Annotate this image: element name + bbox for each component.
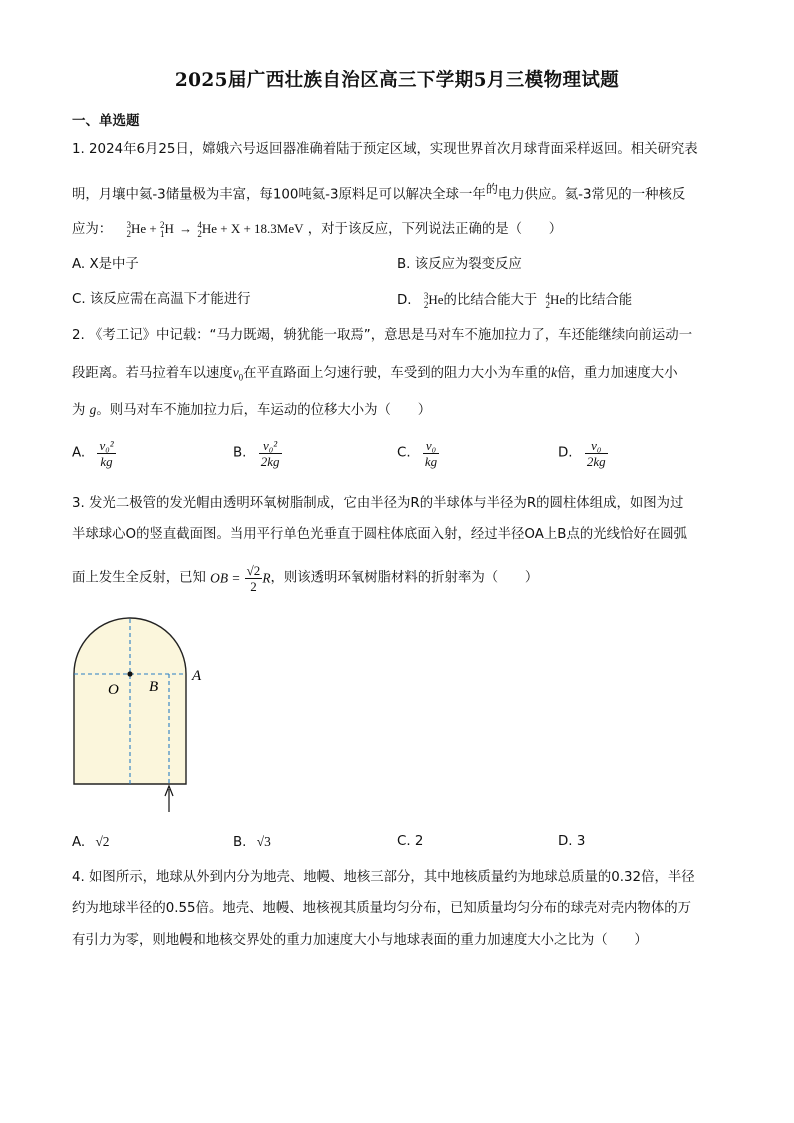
- q1-d-mid: 的比结合能大于: [443, 293, 538, 308]
- q2-line-3: [72, 401, 431, 420]
- q3-option-c[interactable]: C. 2: [397, 834, 424, 849]
- q1-option-c[interactable]: C. 该反应需在高温下才能进行: [72, 292, 251, 307]
- label-b: B: [149, 679, 159, 695]
- q2-line-2c: 倍，重力加速度大小: [557, 366, 678, 381]
- q3-ob-r: R: [262, 570, 271, 586]
- q4-line-3: 有引力为零，则地幔和地核交界处的重力加速度大小与地球表面的重力加速度大小之比为（ ）: [72, 933, 648, 948]
- q2-line-3b: 。则马对车不施加拉力后，车运动的位移大小为（ ）: [96, 403, 432, 418]
- q2-c-label: C.: [397, 445, 411, 461]
- q2-a-den: kg: [100, 454, 113, 469]
- label-o: O: [108, 682, 119, 698]
- q3-option-b[interactable]: [233, 833, 271, 852]
- q2-d-fraction: [585, 438, 608, 469]
- q2-b-den: 2kg: [260, 454, 280, 469]
- he3-symbol: 3 2He: [423, 291, 444, 311]
- q2-line-3a: 为: [72, 403, 86, 418]
- q3-line-3a: 面上发生全反射，已知: [72, 570, 206, 586]
- q2-a-fraction: [97, 438, 115, 469]
- q4-line-1: 4. 如图所示，地球从外到内分为地壳、地幔、地核三部分，其中地核质量约为地球总质量的0.32倍，半径: [72, 870, 695, 885]
- q2-c-fraction: [423, 438, 439, 469]
- eq-he3: He +: [130, 221, 157, 236]
- q2-option-b[interactable]: [233, 438, 282, 469]
- q2-k: k: [551, 365, 558, 380]
- nuclear-equation: 3 2He + 2 1H → 4 2He + X + 18.3MeV: [126, 220, 304, 240]
- q1-d-he3: He: [428, 292, 444, 307]
- q2-line-2: 段距离。若马拉着车以速度$v_0$在平直路面上匀速行驶，车受到的阻力大小为车重的k倍，重力加速度大小: [72, 365, 678, 383]
- q2-c-den: kg: [424, 454, 438, 469]
- q3-ob-den: 2: [250, 579, 257, 594]
- he4-symbol: 4 2He: [545, 291, 566, 311]
- q1-d-he4: He: [550, 292, 566, 307]
- q2-d-label: D.: [558, 445, 573, 461]
- q2-d-den: 2kg: [586, 454, 606, 469]
- q1-line-3b: ，对于该反应，下列说法正确的是（ ）: [307, 222, 563, 237]
- q1-line-2: [72, 180, 685, 204]
- q1-line-2a: 明，月壤中氦-3储量极为丰富，每100吨氦-3原料足可以解决全球一年: [72, 187, 486, 203]
- q3-option-d[interactable]: D. 3: [558, 834, 586, 849]
- q2-a-num: v₀²: [99, 438, 114, 453]
- q2-option-d[interactable]: [558, 438, 608, 469]
- page-title: 2025届广西壮族自治区高三下学期5月三模物理试题: [174, 70, 620, 91]
- q2-b-label: B.: [233, 445, 247, 461]
- q3-b-label: B.: [233, 835, 247, 850]
- q2-line-2a: 段距离。若马拉着车以速度: [72, 366, 233, 381]
- q3-ob-eq: OB =: [210, 570, 241, 586]
- q3-line-1: 3. 发光二极管的发光帽由透明环氧树脂制成，它由半径为R的半球体与半径为R的圆柱体组成，如图为过: [72, 496, 684, 511]
- q1-line-1: 1. 2024年6月25日，嫦娥六号返回器准确着陆于预定区域，实现世界首次月球背面采样返回。相关研究表: [72, 142, 698, 157]
- q1-line-3a: 应为：: [72, 222, 113, 237]
- q1-line-2b: 的: [485, 182, 498, 196]
- q1-option-d-label: D.: [397, 293, 412, 308]
- q3-line-3: [72, 563, 538, 594]
- eq-he4: He + X + 18.3MeV: [201, 221, 304, 236]
- led-cross-section-figure: [66, 616, 216, 842]
- q3-line-2: 半球球心O的竖直截面图。当用平行单色光垂直于圆柱体底面入射，经过半径OA上B点的光线恰好在圆弧: [72, 527, 687, 542]
- eq-arrow: →: [179, 221, 193, 236]
- q2-option-c[interactable]: [397, 438, 439, 469]
- q1-line-2c: 电力供应。氦-3常见的一种核反: [497, 187, 686, 203]
- q2-line-2b: 在平直路面上匀速行驶，车受到的阻力大小为车重的: [243, 366, 552, 381]
- q3-a-label: A.: [72, 835, 86, 850]
- q3-line-3b: ，则该透明环氧树脂材料的折射率为（ ）: [270, 570, 539, 586]
- q3-ob-num: √2: [246, 563, 261, 578]
- q2-g: g: [89, 402, 97, 417]
- q1-d-end: 的比结合能: [565, 293, 633, 308]
- q2-b-num: v₀²: [259, 438, 282, 454]
- q2-line-1: 2. 《考工记》中记载：“马力既竭，辀犹能一取焉”，意思是马对车不施加拉力了，车还能继续向前运动一: [72, 328, 693, 343]
- q1-line-3: [72, 220, 562, 239]
- q3-a-value: √2: [95, 834, 110, 849]
- q1-option-b[interactable]: B. 该反应为裂变反应: [397, 257, 522, 272]
- q2-c-num: v₀: [423, 438, 439, 454]
- q1-option-a[interactable]: A. X是中子: [72, 257, 139, 272]
- center-point: [127, 671, 132, 676]
- q3-ob-fraction: [245, 563, 263, 594]
- q2-v0: v: [232, 365, 239, 380]
- q2-b-fraction: [259, 438, 282, 469]
- q3-option-a[interactable]: [72, 833, 110, 852]
- q4-line-2: 约为地球半径的0.55倍。地壳、地幔、地核视其质量均匀分布，已知质量均匀分布的球壳对壳内物体的万: [72, 901, 691, 916]
- q2-a-label: A.: [72, 445, 86, 461]
- q2-option-a[interactable]: [72, 438, 116, 469]
- q3-b-value: √3: [256, 834, 271, 849]
- label-a: A: [192, 668, 202, 684]
- q2-d-num: v₀: [585, 438, 608, 454]
- eq-h2: H: [164, 221, 174, 236]
- section-heading: 一、单选题: [72, 113, 140, 129]
- q1-option-d[interactable]: [397, 291, 632, 310]
